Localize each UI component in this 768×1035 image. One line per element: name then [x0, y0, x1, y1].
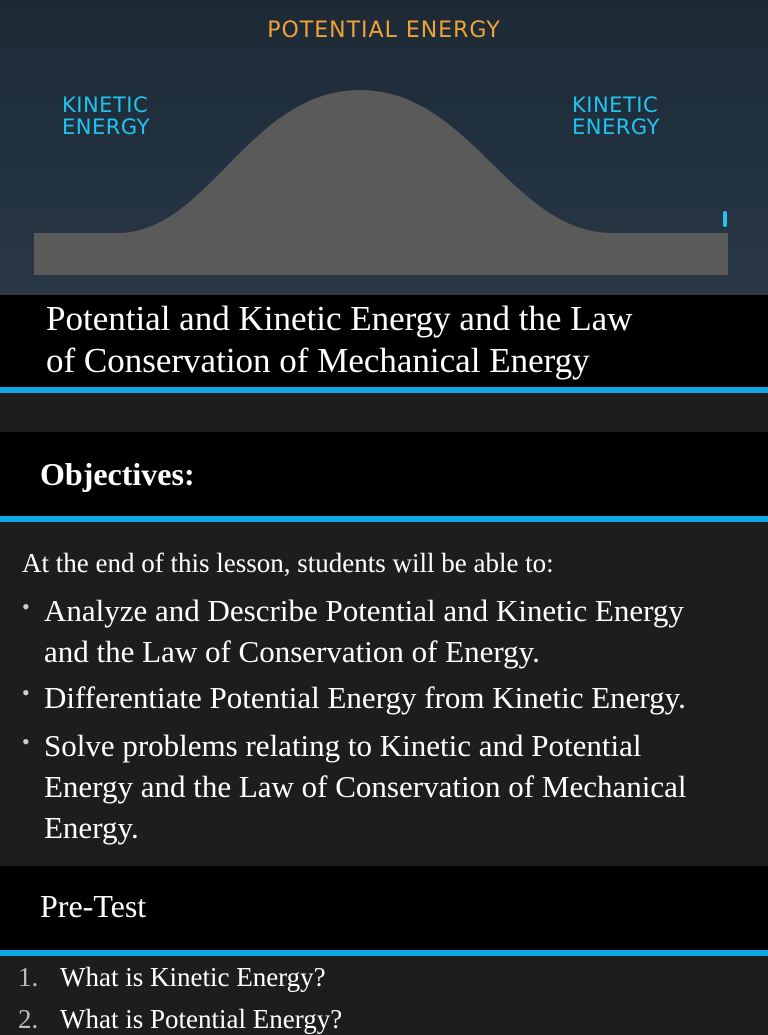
accent-divider-1 [0, 387, 768, 393]
hero-title: POTENTIAL ENERGY [267, 18, 501, 43]
question-number: 1. [18, 962, 39, 992]
objectives-intro: At the end of this lesson, students will be able to: [22, 548, 554, 578]
objectives-heading: Objectives: [40, 456, 195, 492]
question-item [18, 962, 326, 993]
objective-3-line2: Energy and the Law of Conservation of Mechanical [44, 769, 687, 804]
bullet-icon: • [22, 594, 30, 619]
question-text: What is Potential Energy? [60, 1004, 343, 1034]
objective-2-line1: Differentiate Potential Energy from Kinetic Energy. [44, 680, 686, 715]
kinetic-label-right [572, 94, 660, 138]
kinetic-label-left [62, 94, 150, 138]
kinetic-label-right-line2: ENERGY [572, 115, 660, 139]
energy-hill-illustration [0, 0, 768, 295]
objective-3-line3: Energy. [44, 810, 139, 845]
question-number: 2. [18, 1004, 39, 1034]
pretest-heading: Pre-Test [40, 888, 147, 924]
slide-title-line1: Potential and Kinetic Energy and the Law [46, 299, 633, 338]
objective-item [44, 725, 760, 848]
objective-1-line2: and the Law of Conservation of Energy. [44, 634, 540, 669]
kinetic-label-left-line1: KINETIC [62, 93, 149, 117]
objective-3-line1: Solve problems relating to Kinetic and Potential [44, 728, 642, 763]
slide-title-line2: of Conservation of Mechanical Energy [46, 341, 590, 380]
accent-divider-3 [0, 950, 768, 956]
objective-1-line1: Analyze and Describe Potential and Kinetic Energy [44, 593, 684, 628]
ball-icon [723, 211, 727, 227]
bullet-icon: • [22, 680, 30, 705]
objective-item [44, 590, 760, 672]
hill-graphic [0, 0, 768, 295]
question-text: What is Kinetic Energy? [60, 962, 326, 992]
question-item [18, 1004, 342, 1035]
bullet-icon: • [22, 729, 30, 754]
slide-title [46, 298, 726, 382]
accent-divider-2 [0, 516, 768, 522]
kinetic-label-right-line1: KINETIC [572, 93, 659, 117]
objective-item [44, 677, 760, 718]
kinetic-label-left-line2: ENERGY [62, 115, 150, 139]
